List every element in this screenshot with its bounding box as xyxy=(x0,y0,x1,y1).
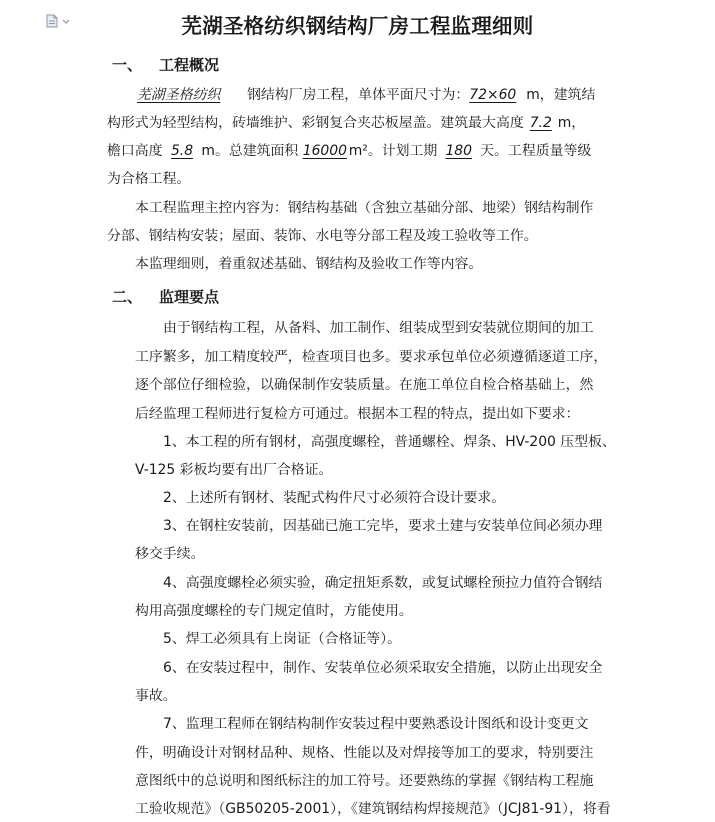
requirement-4-line-1: 4、高强度螺栓必须实验，确定扭矩系数，或复试螺栓预拉力值符合钢结 xyxy=(163,575,603,591)
overview-paragraph-2-line-2: 分部、钢结构安装；屋面、装饰、水电等分部工程及竣工验收等工作。 xyxy=(107,228,538,244)
overview-paragraph-2-line-1: 本工程监理主控内容为：钢结构基础（含独立基础分部、地梁）钢结构制作 xyxy=(135,200,594,216)
section-title: 工程概况 xyxy=(159,56,220,74)
requirement-1-line-1: 1、本工程的所有钢材，高强度螺栓，普通螺栓、焊条、HV-200 压型板、 xyxy=(163,434,616,450)
overview-line-3: 檐口高度 5.8 m。总建筑面积 16000 m²。计划工期 180 天。工程质量等级 xyxy=(107,143,592,159)
requirement-7-line-1: 7、监理工程师在钢结构制作安装过程中要熟悉设计图纸和设计变更文 xyxy=(163,716,589,732)
dimensions-field: 72×60 xyxy=(469,87,517,103)
requirement-2: 2、上述所有钢材、装配式构件尺寸必须符合设计要求。 xyxy=(163,490,506,506)
requirement-3-line-1: 3、在钢柱安装前，因基础已施工完毕，要求土建与安装单位间必须办理 xyxy=(163,518,603,534)
intro-line-1: 由于钢结构工程，从备料、加工制作、组装成型到安装就位期间的加工 xyxy=(163,320,594,336)
requirement-4-line-2: 构用高强度螺栓的专门规定值时，方能使用。 xyxy=(135,603,413,619)
section-title: 监理要点 xyxy=(159,288,220,306)
section-number: 一、 xyxy=(112,56,143,74)
requirement-7-line-2: 件，明确设计对钢材品种、规格、性能以及对焊接等加工的要求，特别要注 xyxy=(135,745,594,761)
overview-paragraph-3: 本监理细则，着重叙述基础、钢结构及验收工作等内容。 xyxy=(135,256,483,272)
requirement-3-line-2: 移交手续。 xyxy=(135,546,205,562)
intro-line-4: 后经监理工程师进行复检方可通过。根据本工程的特点，提出如下要求： xyxy=(135,406,580,422)
eave-height-field: 5.8 xyxy=(170,143,194,159)
requirement-6-line-1: 6、在安装过程中，制作、安装单位必须采取安全措施，以防止出现安全 xyxy=(163,660,603,676)
total-area-field: 16000 xyxy=(302,143,347,159)
section-heading-overview xyxy=(112,54,219,75)
intro-line-3: 逐个部位仔细检验，以确保制作安装质量。在施工单位自检合格基础上，然 xyxy=(135,377,594,393)
duration-field: 180 xyxy=(445,143,472,159)
section-number: 二、 xyxy=(112,288,143,306)
overview-line-4: 为合格工程。 xyxy=(107,171,191,187)
requirement-7-line-3: 意图纸中的总说明和图纸标注的加工符号。还要熟练的掌握《钢结构工程施 xyxy=(135,773,594,789)
overview-line-2: 构形式为轻型结构，砖墙维护、彩钢复合夹芯板屋盖。建筑最大高度 7.2 m， xyxy=(107,115,586,131)
overview-line-1: 芜湖圣格纺织 钢结构厂房工程，单体平面尺寸为：72×60 m，建筑结 xyxy=(137,87,596,103)
requirement-7-line-4: 工验收规范》（GB50205-2001），《建筑钢结构焊接规范》（JCJ81-91），将看 xyxy=(135,801,611,817)
section-heading-key-points xyxy=(112,286,219,307)
max-height-field: 7.2 xyxy=(529,115,552,131)
requirement-5: 5、焊工必须具有上岗证（合格证等）。 xyxy=(163,631,402,647)
requirement-6-line-2: 事故。 xyxy=(135,688,177,704)
intro-line-2: 工序繁多，加工精度较严，检查项目也多。要求承包单位必须遵循逐道工序， xyxy=(135,349,608,365)
project-name-field: 芜湖圣格纺织 xyxy=(137,87,221,103)
requirement-1-line-2: V-125 彩板均要有出厂合格证。 xyxy=(135,462,333,478)
document-title: 芜湖圣格纺织钢结构厂房工程监理细则 xyxy=(181,14,534,38)
